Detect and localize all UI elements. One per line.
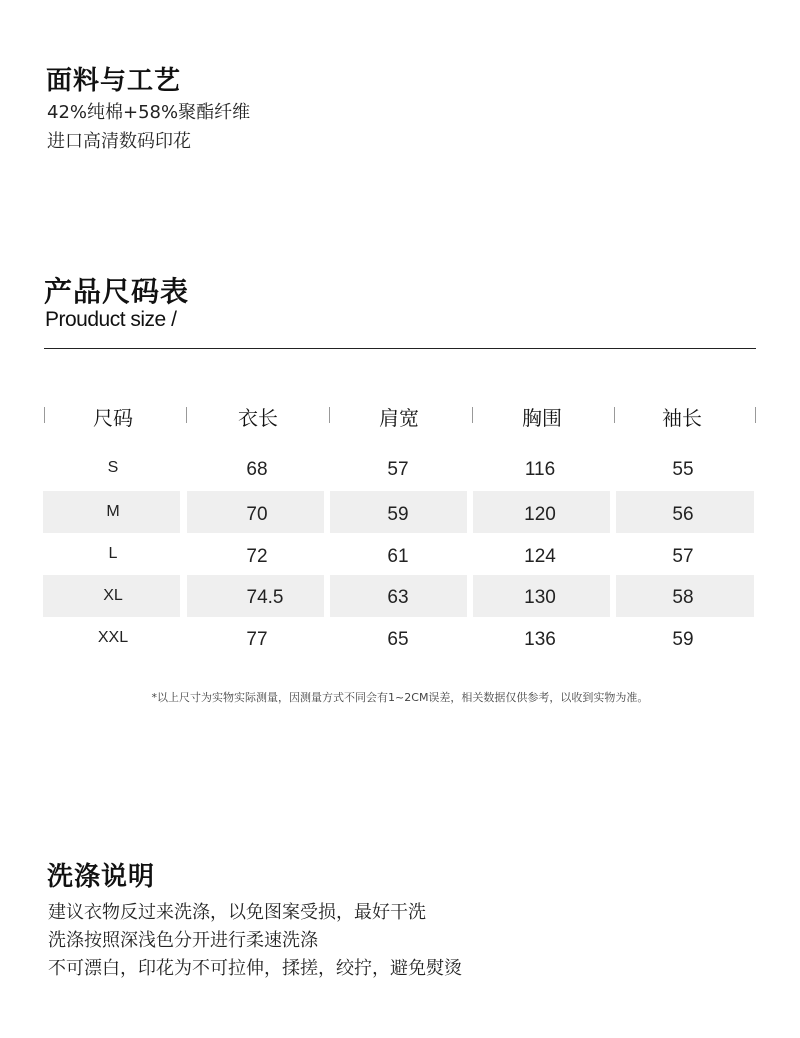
washing-line-3: 不可漂白，印花为不可拉伸，揉搓，绞拧，避免熨烫: [48, 958, 462, 979]
cell-m-shoulder: 59: [387, 504, 409, 525]
cell-m-length: 70: [246, 504, 268, 525]
column-separator: [614, 407, 615, 423]
column-separator: [472, 407, 473, 423]
size-chart-subtitle: Prouduct size /: [45, 308, 177, 331]
header-shoulder: 肩宽: [379, 406, 419, 430]
washing-title: 洗涤说明: [47, 862, 156, 892]
cell-l-sleeve: 57: [672, 546, 694, 567]
cell-xxl-chest: 136: [524, 629, 556, 650]
cell-xl-sleeve: 58: [672, 587, 694, 608]
cell-m-size: M: [106, 503, 120, 520]
column-separator: [755, 407, 756, 423]
cell-xxl-sleeve: 59: [672, 629, 694, 650]
fabric-line-composition: 42%纯棉+58%聚酯纤维: [47, 102, 251, 123]
cell-xl-chest: 130: [524, 587, 556, 608]
cell-l-size: L: [108, 545, 118, 562]
cell-s-length: 68: [246, 459, 268, 480]
fabric-line-printing: 进口高清数码印花: [47, 131, 191, 152]
header-sleeve: 袖长: [662, 406, 702, 430]
cell-s-shoulder: 57: [387, 459, 409, 480]
cell-xxl-size: XXL: [97, 629, 129, 646]
section-divider: [44, 348, 756, 349]
cell-xl-size: XL: [103, 587, 123, 604]
fabric-title: 面料与工艺: [46, 66, 182, 96]
cell-l-length: 72: [246, 546, 268, 567]
cell-s-size: S: [107, 459, 119, 476]
washing-line-1: 建议衣物反过来洗涤，以免图案受损，最好干洗: [48, 902, 426, 923]
cell-xxl-shoulder: 65: [387, 629, 409, 650]
cell-xxl-length: 77: [246, 629, 268, 650]
header-chest: 胸围: [522, 406, 562, 430]
cell-s-chest: 116: [524, 459, 556, 480]
header-length: 衣长: [238, 406, 278, 430]
cell-l-shoulder: 61: [387, 546, 409, 567]
header-size: 尺码: [93, 406, 133, 430]
measurement-note: *以上尺寸为实物实际测量，因测量方式不同会有1~2CM误差，相关数据仅供参考，以收到实物为准。: [151, 691, 649, 704]
column-separator: [44, 407, 45, 423]
cell-s-sleeve: 55: [672, 459, 694, 480]
column-separator: [186, 407, 187, 423]
size-chart-title: 产品尺码表: [44, 275, 190, 308]
cell-xl-shoulder: 63: [387, 587, 409, 608]
cell-l-chest: 124: [524, 546, 556, 567]
cell-xl-length: 74.5: [246, 587, 284, 608]
cell-m-chest: 120: [524, 504, 556, 525]
washing-line-2: 洗涤按照深浅色分开进行柔速洗涤: [48, 930, 318, 951]
cell-m-sleeve: 56: [672, 504, 694, 525]
column-separator: [329, 407, 330, 423]
